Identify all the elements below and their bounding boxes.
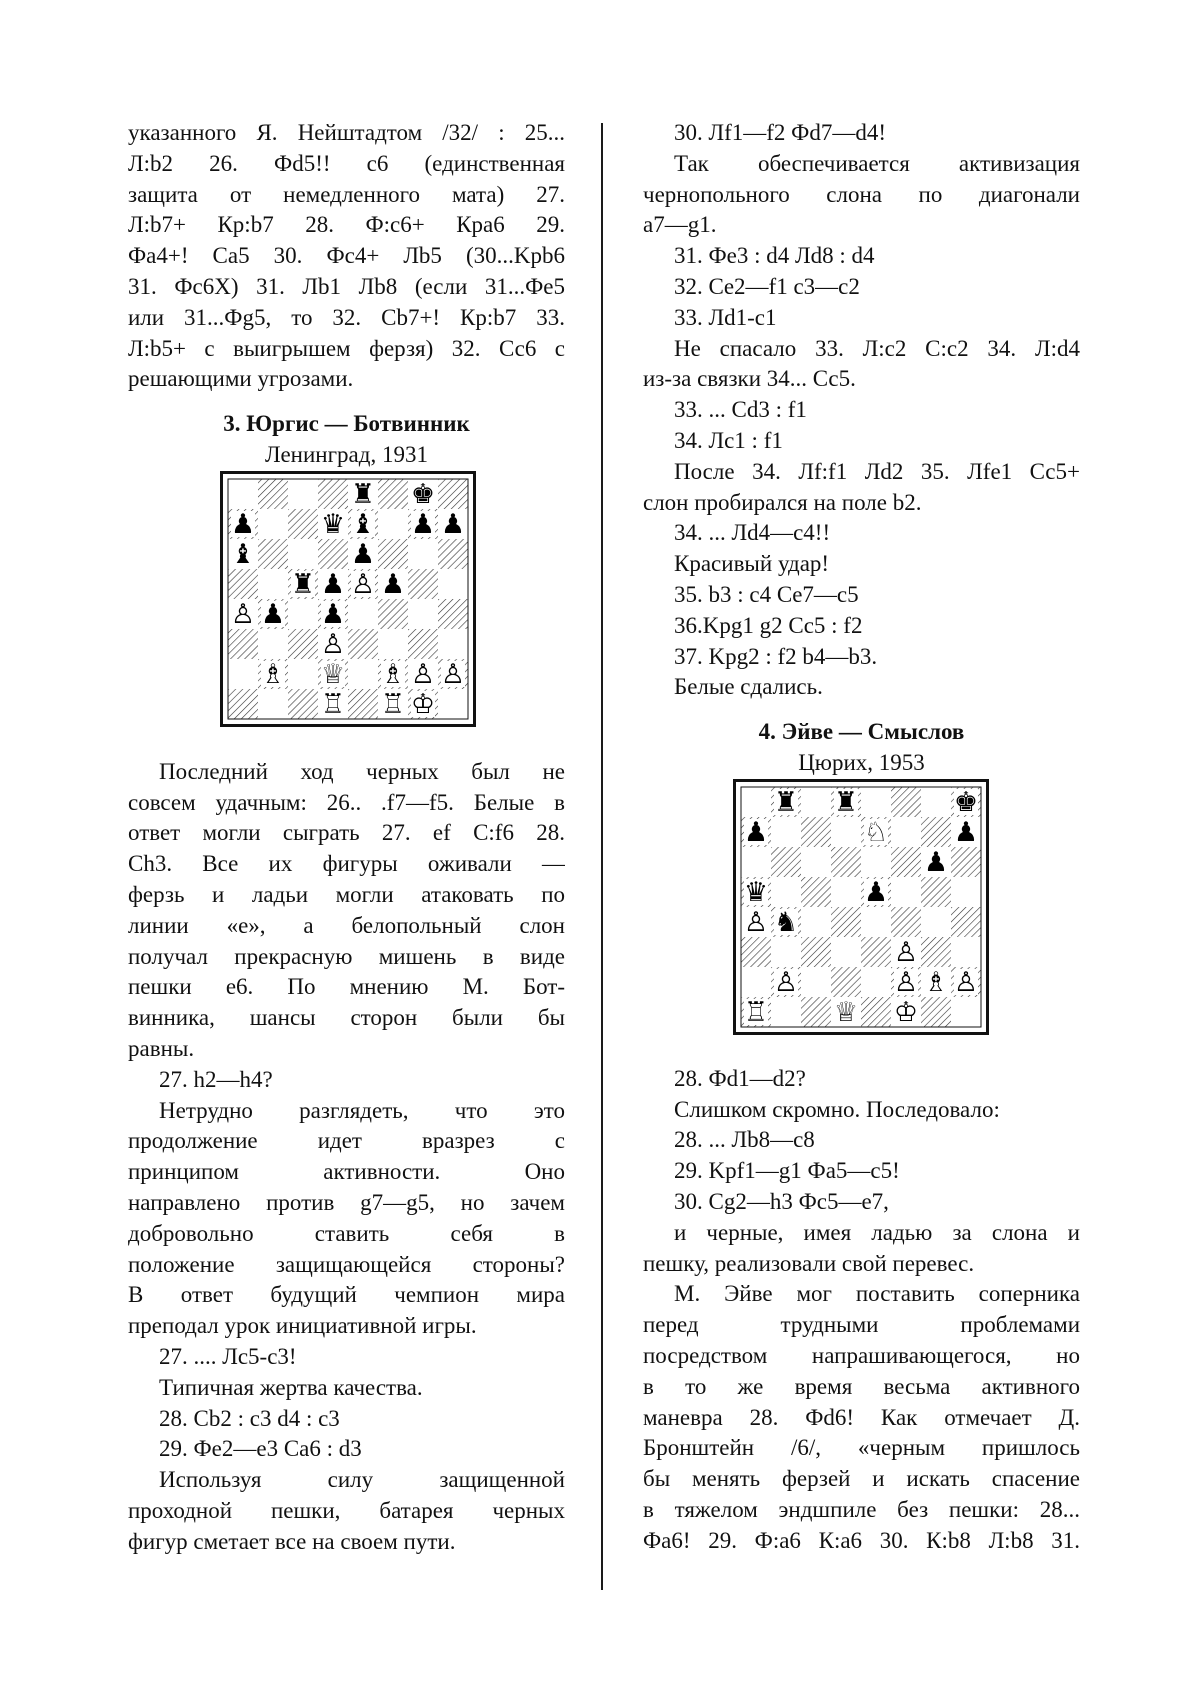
text-line: указанного Я. Нейштадтом /32/ : 25... xyxy=(128,120,565,145)
text-line: Л:b7+ Кр:b7 28. Ф:c6+ Кра6 29. xyxy=(128,212,565,238)
text-line: добровольно ставить себя в xyxy=(128,1220,565,1246)
white-piece-icon: ♙ xyxy=(230,598,256,630)
light-square xyxy=(438,689,468,719)
text-line: получал прекрасную мишень в виде xyxy=(128,943,565,969)
text-line: ферзь и ладьи могли атаковать по xyxy=(128,881,565,907)
white-piece-icon: ♙ xyxy=(893,966,919,998)
dark-square xyxy=(258,539,288,569)
light-square xyxy=(288,599,318,629)
text-line: пешку, реализовали свой перевес. xyxy=(643,1250,975,1276)
light-square xyxy=(861,787,891,817)
text-line: Не спасало 33. Л:с2 С:с2 34. Л:d4 xyxy=(674,335,1080,361)
dark-square xyxy=(831,847,861,877)
text-line: проходной пешки, батарея черных xyxy=(128,1497,565,1523)
white-piece-icon: ♗ xyxy=(380,658,406,690)
white-piece-icon: ♙ xyxy=(350,568,376,600)
dark-square xyxy=(951,847,981,877)
text-line: 36.Kpg1 g2 Cc5 : f2 xyxy=(674,612,863,638)
text-line: 28. ... Лb8—c8 xyxy=(674,1127,815,1153)
light-square xyxy=(861,847,891,877)
dark-square xyxy=(861,997,891,1027)
dark-square xyxy=(951,907,981,937)
white-piece-icon: ♙ xyxy=(953,966,979,998)
dark-square xyxy=(408,569,438,599)
light-square xyxy=(801,847,831,877)
dark-square xyxy=(861,937,891,967)
text-line: Белые сдались. xyxy=(674,674,823,700)
light-square xyxy=(378,509,408,539)
light-square xyxy=(258,689,288,719)
dark-square xyxy=(258,479,288,509)
text-line: М. Эйве мог поставить соперника xyxy=(674,1281,1080,1307)
dark-square xyxy=(801,817,831,847)
light-square xyxy=(378,629,408,659)
dark-square xyxy=(378,599,408,629)
light-square xyxy=(288,539,318,569)
dark-square xyxy=(921,937,951,967)
dark-square xyxy=(921,997,951,1027)
black-piece-icon: ♝ xyxy=(230,538,256,570)
text-line: Фа6! 29. Ф:а6 К:а6 30. К:b8 Л:b8 31. xyxy=(643,1527,1080,1553)
light-square xyxy=(771,997,801,1027)
light-square xyxy=(921,907,951,937)
dark-square xyxy=(831,907,861,937)
text-line: Бронштейн /6/, «черным пришлось xyxy=(643,1435,1080,1461)
light-square xyxy=(288,479,318,509)
dark-square xyxy=(801,997,831,1027)
dark-square xyxy=(228,569,258,599)
text-line: 31. Фс6Х) 31. Лb1 Лb8 (если 31...Фе5 xyxy=(128,273,565,299)
text-line: 34. ... Лd4—c4!! xyxy=(674,520,831,546)
text-line: 29. Kpf1—g1 Фa5—c5! xyxy=(674,1158,900,1184)
text-line: Нетрудно разглядеть, что это xyxy=(159,1097,565,1123)
dark-square xyxy=(228,689,258,719)
light-square xyxy=(408,599,438,629)
chess-board xyxy=(733,779,989,1035)
text-line: 30. Cg2—h3 Фс5—е7, xyxy=(674,1188,889,1214)
dark-square xyxy=(438,539,468,569)
text-line: 32. Ce2—f1 c3—c2 xyxy=(674,273,860,299)
dark-square xyxy=(288,629,318,659)
white-piece-icon: ♙ xyxy=(743,906,769,938)
dark-square xyxy=(378,539,408,569)
dark-square xyxy=(228,629,258,659)
black-piece-icon: ♝ xyxy=(350,508,376,540)
light-square xyxy=(861,907,891,937)
text-line: пешки е6. По мнению М. Бот- xyxy=(128,974,565,1000)
text-line: Ch3. Все их фигуры оживали — xyxy=(128,851,565,877)
dark-square xyxy=(801,877,831,907)
dark-square xyxy=(348,629,378,659)
text-line: Последний ход черных был не xyxy=(159,758,565,784)
light-square xyxy=(951,937,981,967)
black-piece-icon: ♟ xyxy=(410,508,436,540)
dark-square xyxy=(831,967,861,997)
dark-square xyxy=(318,479,348,509)
light-square xyxy=(801,787,831,817)
text-line: решающими угрозами. xyxy=(128,366,354,392)
light-square xyxy=(348,599,378,629)
dark-square xyxy=(891,787,921,817)
black-piece-icon: ♟ xyxy=(260,598,286,630)
light-square xyxy=(771,877,801,907)
game-3-title: 3. Юргис — Ботвинник xyxy=(223,411,470,437)
black-piece-icon: ♚ xyxy=(410,478,436,510)
light-square xyxy=(891,877,921,907)
dark-square xyxy=(921,817,951,847)
dark-square xyxy=(891,847,921,877)
text-line: перед трудными проблемами xyxy=(643,1312,1080,1338)
white-piece-icon: ♙ xyxy=(440,658,466,690)
text-line: защита от немедленного мата) 27. xyxy=(128,181,565,207)
text-line: После 34. Лf:f1 Лd2 35. Лfe1 Сс5+ xyxy=(674,458,1080,484)
text-line: совсем удачным: 26.. .f7—f5. Белые в xyxy=(128,789,565,815)
text-line: Так обеспечивается активизация xyxy=(674,150,1080,176)
text-line: линии «е», а белопольный слон xyxy=(128,912,565,938)
light-square xyxy=(258,509,288,539)
text-line: 29. Фе2—е3 Са6 : d3 xyxy=(159,1436,362,1462)
text-line: Л:b5+ с выигрышем ферзя) 32. Сс6 с xyxy=(128,335,565,361)
text-line: принципом активности. Оно xyxy=(128,1159,565,1185)
light-square xyxy=(258,569,288,599)
text-line: из-за связки 34... Сс5. xyxy=(643,366,856,392)
dark-square xyxy=(771,847,801,877)
black-piece-icon: ♟ xyxy=(863,876,889,908)
text-line: преподал урок инициативной игры. xyxy=(128,1313,477,1339)
text-line: 37. Kpg2 : f2 b4—b3. xyxy=(674,643,878,669)
white-piece-icon: ♙ xyxy=(773,966,799,998)
black-piece-icon: ♟ xyxy=(743,816,769,848)
game-4-title: 4. Эйве — Смыслов xyxy=(758,719,965,745)
white-piece-icon: ♗ xyxy=(260,658,286,690)
white-piece-icon: ♕ xyxy=(833,996,859,1028)
dark-square xyxy=(921,877,951,907)
light-square xyxy=(288,659,318,689)
text-line: положение защищающейся стороны? xyxy=(128,1251,565,1277)
dark-square xyxy=(891,907,921,937)
white-piece-icon: ♖ xyxy=(743,996,769,1028)
light-square xyxy=(831,937,861,967)
right-text-block-after xyxy=(643,1064,1080,1557)
black-piece-icon: ♜ xyxy=(290,568,316,600)
light-square xyxy=(741,787,771,817)
white-piece-icon: ♗ xyxy=(923,966,949,998)
text-line: в тяжелом эндшпиле без пешки: 28... xyxy=(643,1496,1080,1522)
white-piece-icon: ♕ xyxy=(320,658,346,690)
white-piece-icon: ♘ xyxy=(863,816,889,848)
black-piece-icon: ♜ xyxy=(773,786,799,818)
text-line: 28. Cb2 : c3 d4 : c3 xyxy=(159,1405,340,1431)
chess-board xyxy=(220,471,476,727)
dark-square xyxy=(318,539,348,569)
light-square xyxy=(951,877,981,907)
white-piece-icon: ♖ xyxy=(320,688,346,720)
light-square xyxy=(801,967,831,997)
text-line: Типичная жертва качества. xyxy=(159,1374,423,1400)
light-square xyxy=(771,937,801,967)
dark-square xyxy=(288,689,318,719)
text-line: Красивый удар! xyxy=(674,551,830,577)
text-line: 31. Фе3 : d4 Лd8 : d4 xyxy=(674,243,875,269)
black-piece-icon: ♟ xyxy=(230,508,256,540)
light-square xyxy=(438,569,468,599)
light-square xyxy=(831,877,861,907)
white-piece-icon: ♖ xyxy=(380,688,406,720)
text-line: направлено против g7—g5, но зачем xyxy=(128,1189,565,1215)
left-text-block xyxy=(128,118,565,395)
text-line: Слишком скромно. Последовало: xyxy=(674,1096,1000,1122)
black-piece-icon: ♜ xyxy=(350,478,376,510)
black-piece-icon: ♟ xyxy=(320,598,346,630)
black-piece-icon: ♛ xyxy=(320,508,346,540)
dark-square xyxy=(801,937,831,967)
text-line: Фa4+! Са5 30. Фс4+ Лb5 (30...Kpb6 xyxy=(128,243,565,269)
black-piece-icon: ♟ xyxy=(440,508,466,540)
dark-square xyxy=(438,479,468,509)
text-line: Используя силу защищенной xyxy=(159,1467,565,1493)
black-piece-icon: ♞ xyxy=(773,906,799,938)
text-line: a7—g1. xyxy=(643,212,717,238)
white-piece-icon: ♙ xyxy=(320,628,346,660)
text-line: равны. xyxy=(128,1035,195,1061)
light-square xyxy=(861,967,891,997)
light-square xyxy=(891,817,921,847)
right-text-block xyxy=(643,118,1080,703)
white-piece-icon: ♔ xyxy=(893,996,919,1028)
light-square xyxy=(741,967,771,997)
text-line: слон пробирался на поле b2. xyxy=(643,489,922,515)
light-square xyxy=(741,847,771,877)
black-piece-icon: ♚ xyxy=(953,786,979,818)
text-line: 33. ... Cd3 : f1 xyxy=(674,397,807,423)
light-square xyxy=(921,787,951,817)
light-square xyxy=(228,479,258,509)
white-piece-icon: ♔ xyxy=(410,688,436,720)
game-3-place: Ленинград, 1931 xyxy=(265,441,428,467)
dark-square xyxy=(408,629,438,659)
text-line: посредством напрашивающегося, но xyxy=(643,1342,1080,1368)
black-piece-icon: ♟ xyxy=(350,538,376,570)
text-line: 35. b3 : c4 Ce7—c5 xyxy=(674,581,859,607)
light-square xyxy=(348,659,378,689)
light-square xyxy=(831,817,861,847)
chess-diagram-game-3 xyxy=(128,471,565,742)
white-piece-icon: ♙ xyxy=(410,658,436,690)
light-square xyxy=(771,817,801,847)
black-piece-icon: ♟ xyxy=(380,568,406,600)
text-line: 27. .... Лс5-с3! xyxy=(159,1343,297,1369)
light-square xyxy=(951,997,981,1027)
text-line: Л:b2 26. Фd5!! c6 (единственная xyxy=(128,150,565,176)
text-line: 34. Лc1 : f1 xyxy=(674,427,783,453)
chess-diagram-game-4 xyxy=(643,779,1080,1050)
text-line: 27. h2—h4? xyxy=(159,1066,273,1092)
dark-square xyxy=(741,937,771,967)
light-square xyxy=(258,629,288,659)
text-line: фигур сметает все на своем пути. xyxy=(128,1528,456,1554)
text-line: 30. Лf1—f2 Фd7—d4! xyxy=(674,120,886,145)
left-column xyxy=(128,118,565,1557)
dark-square xyxy=(438,599,468,629)
black-piece-icon: ♟ xyxy=(320,568,346,600)
right-column xyxy=(643,118,1080,1556)
dark-square xyxy=(378,479,408,509)
text-line: или 31...Фg5, то 32. Cb7+! Кр:b7 33. xyxy=(128,304,565,330)
light-square xyxy=(801,907,831,937)
light-square xyxy=(408,539,438,569)
text-line: чернопольного слона по диагонали xyxy=(643,181,1080,207)
black-piece-icon: ♜ xyxy=(833,786,859,818)
text-line: 28. Фd1—d2? xyxy=(674,1065,806,1091)
text-line: В ответ будущий чемпион мира xyxy=(128,1282,565,1308)
text-line: и черные, имея ладью за слона и xyxy=(674,1219,1080,1245)
column-divider xyxy=(601,123,603,1590)
black-piece-icon: ♛ xyxy=(743,876,769,908)
text-line: 33. Лd1-c1 xyxy=(674,304,777,330)
text-line: в то же время весьма активного xyxy=(643,1373,1080,1399)
dark-square xyxy=(288,509,318,539)
text-line: продолжение идет вразрез с xyxy=(128,1128,565,1154)
left-text-block-after xyxy=(128,757,565,1558)
text-line: винника, шансы сторон были бы xyxy=(128,1005,565,1031)
white-piece-icon: ♙ xyxy=(893,936,919,968)
light-square xyxy=(438,629,468,659)
black-piece-icon: ♟ xyxy=(923,846,949,878)
text-line: ответ могли сыграть 27. ef C:f6 28. xyxy=(128,820,565,846)
game-4-place: Цюрих, 1953 xyxy=(798,749,925,775)
text-line: бы менять ферзей и искать спасение xyxy=(643,1466,1080,1492)
light-square xyxy=(228,659,258,689)
text-line: маневра 28. Фd6! Как отмечает Д. xyxy=(643,1404,1080,1430)
black-piece-icon: ♟ xyxy=(953,816,979,848)
dark-square xyxy=(348,689,378,719)
